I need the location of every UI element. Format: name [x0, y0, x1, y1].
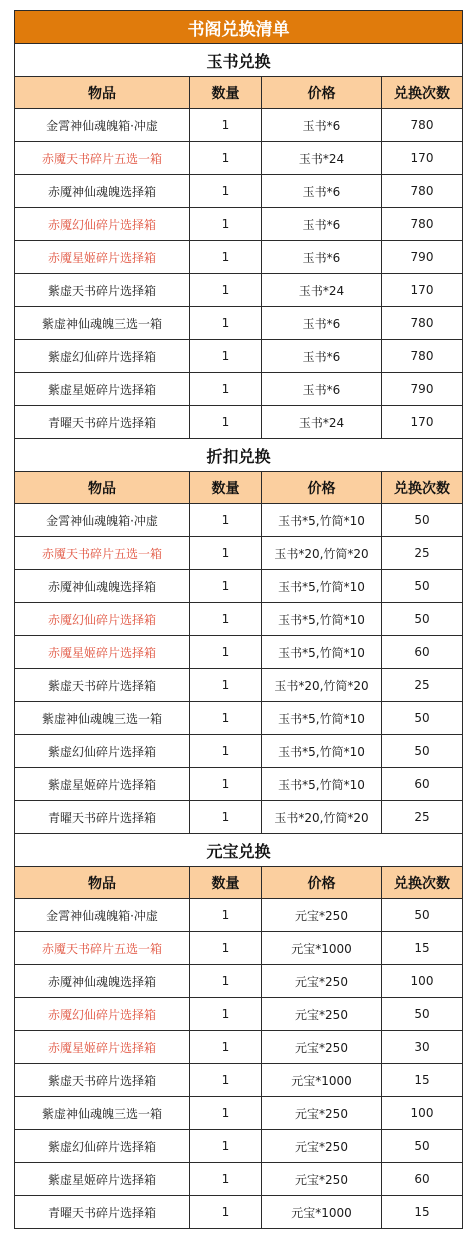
item-name-cell: 紫虚幻仙碎片选择箱	[15, 340, 190, 373]
item-name-cell: 赤魇星姬碎片选择箱	[15, 636, 190, 669]
exchange-count-cell: 780	[382, 307, 463, 340]
exchange-count-cell: 15	[382, 1196, 463, 1229]
item-name-cell: 紫虚神仙魂魄三选一箱	[15, 307, 190, 340]
table-row	[15, 1130, 463, 1163]
exchange-count-cell: 100	[382, 1097, 463, 1130]
quantity-cell: 1	[190, 1196, 262, 1229]
quantity-cell: 1	[190, 307, 262, 340]
exchange-count-cell: 50	[382, 899, 463, 932]
price-cell: 玉书*5,竹简*10	[262, 702, 382, 735]
quantity-cell: 1	[190, 340, 262, 373]
quantity-cell: 1	[190, 1031, 262, 1064]
table-row	[15, 702, 463, 735]
quantity-cell: 1	[190, 669, 262, 702]
price-cell: 玉书*6	[262, 340, 382, 373]
table-row	[15, 109, 463, 142]
exchange-count-cell: 25	[382, 669, 463, 702]
item-name-cell: 紫虚神仙魂魄三选一箱	[15, 702, 190, 735]
price-cell: 玉书*6	[262, 109, 382, 142]
price-cell: 元宝*250	[262, 1163, 382, 1196]
column-header-row	[15, 472, 463, 504]
table-row	[15, 373, 463, 406]
item-name-cell: 紫虚星姬碎片选择箱	[15, 768, 190, 801]
price-cell: 玉书*5,竹简*10	[262, 570, 382, 603]
exchange-count-cell: 50	[382, 603, 463, 636]
table-row	[15, 175, 463, 208]
exchange-count-cell: 100	[382, 965, 463, 998]
quantity-cell: 1	[190, 504, 262, 537]
table-row	[15, 932, 463, 965]
price-cell: 元宝*1000	[262, 1064, 382, 1097]
col-header-qty: 数量	[190, 472, 262, 504]
title-row	[15, 11, 463, 44]
col-header-item: 物品	[15, 472, 190, 504]
price-cell: 玉书*5,竹简*10	[262, 603, 382, 636]
table-row	[15, 669, 463, 702]
table-row	[15, 142, 463, 175]
table-row	[15, 504, 463, 537]
item-name-cell: 赤魇幻仙碎片选择箱	[15, 998, 190, 1031]
item-name-cell: 紫虚幻仙碎片选择箱	[15, 735, 190, 768]
price-cell: 玉书*6	[262, 307, 382, 340]
table-row	[15, 998, 463, 1031]
price-cell: 元宝*250	[262, 965, 382, 998]
price-cell: 玉书*24	[262, 142, 382, 175]
price-cell: 玉书*20,竹简*20	[262, 537, 382, 570]
quantity-cell: 1	[190, 636, 262, 669]
item-name-cell: 青曜天书碎片选择箱	[15, 1196, 190, 1229]
column-header-row	[15, 77, 463, 109]
item-name-cell: 紫虚星姬碎片选择箱	[15, 1163, 190, 1196]
quantity-cell: 1	[190, 175, 262, 208]
price-cell: 元宝*250	[262, 1097, 382, 1130]
exchange-count-cell: 50	[382, 570, 463, 603]
item-name-cell: 赤魇天书碎片五选一箱	[15, 142, 190, 175]
exchange-count-cell: 780	[382, 208, 463, 241]
exchange-count-cell: 780	[382, 109, 463, 142]
price-cell: 元宝*1000	[262, 1196, 382, 1229]
col-header-item: 物品	[15, 77, 190, 109]
exchange-count-cell: 25	[382, 537, 463, 570]
quantity-cell: 1	[190, 603, 262, 636]
col-header-item: 物品	[15, 867, 190, 899]
price-cell: 玉书*5,竹简*10	[262, 735, 382, 768]
item-name-cell: 紫虚天书碎片选择箱	[15, 669, 190, 702]
price-cell: 玉书*20,竹简*20	[262, 801, 382, 834]
exchange-count-cell: 60	[382, 636, 463, 669]
exchange-list-container	[14, 10, 462, 1229]
item-name-cell: 紫虚天书碎片选择箱	[15, 1064, 190, 1097]
exchange-count-cell: 50	[382, 702, 463, 735]
exchange-count-cell: 780	[382, 340, 463, 373]
price-cell: 玉书*5,竹简*10	[262, 504, 382, 537]
table-row	[15, 208, 463, 241]
col-header-count: 兑换次数	[382, 472, 463, 504]
table-row	[15, 1031, 463, 1064]
item-name-cell: 青曜天书碎片选择箱	[15, 406, 190, 439]
exchange-table	[14, 10, 463, 1229]
quantity-cell: 1	[190, 768, 262, 801]
item-name-cell: 赤魇天书碎片五选一箱	[15, 537, 190, 570]
exchange-count-cell: 50	[382, 504, 463, 537]
col-header-qty: 数量	[190, 867, 262, 899]
quantity-cell: 1	[190, 1163, 262, 1196]
exchange-count-cell: 60	[382, 1163, 463, 1196]
quantity-cell: 1	[190, 208, 262, 241]
quantity-cell: 1	[190, 998, 262, 1031]
quantity-cell: 1	[190, 1130, 262, 1163]
section-title: 折扣兑换	[15, 439, 463, 472]
price-cell: 元宝*1000	[262, 932, 382, 965]
exchange-count-cell: 25	[382, 801, 463, 834]
table-row	[15, 274, 463, 307]
item-name-cell: 金霄神仙魂魄箱·冲虚	[15, 899, 190, 932]
table-row	[15, 603, 463, 636]
exchange-count-cell: 790	[382, 241, 463, 274]
item-name-cell: 紫虚神仙魂魄三选一箱	[15, 1097, 190, 1130]
item-name-cell: 紫虚天书碎片选择箱	[15, 274, 190, 307]
quantity-cell: 1	[190, 406, 262, 439]
section-title-row	[15, 439, 463, 472]
col-header-count: 兑换次数	[382, 867, 463, 899]
table-row	[15, 1163, 463, 1196]
col-header-qty: 数量	[190, 77, 262, 109]
price-cell: 元宝*250	[262, 899, 382, 932]
item-name-cell: 金霄神仙魂魄箱·冲虚	[15, 109, 190, 142]
item-name-cell: 赤魇星姬碎片选择箱	[15, 1031, 190, 1064]
item-name-cell: 金霄神仙魂魄箱·冲虚	[15, 504, 190, 537]
quantity-cell: 1	[190, 1097, 262, 1130]
price-cell: 玉书*5,竹简*10	[262, 636, 382, 669]
item-name-cell: 紫虚幻仙碎片选择箱	[15, 1130, 190, 1163]
price-cell: 元宝*250	[262, 1130, 382, 1163]
exchange-count-cell: 50	[382, 735, 463, 768]
table-row	[15, 1196, 463, 1229]
section-title-row	[15, 834, 463, 867]
price-cell: 元宝*250	[262, 1031, 382, 1064]
section-title: 元宝兑换	[15, 834, 463, 867]
exchange-count-cell: 60	[382, 768, 463, 801]
item-name-cell: 赤魇神仙魂魄选择箱	[15, 570, 190, 603]
price-cell: 玉书*6	[262, 175, 382, 208]
quantity-cell: 1	[190, 932, 262, 965]
section-title: 玉书兑换	[15, 44, 463, 77]
table-row	[15, 340, 463, 373]
table-row	[15, 735, 463, 768]
quantity-cell: 1	[190, 965, 262, 998]
exchange-table-body	[15, 11, 463, 1229]
item-name-cell: 赤魇星姬碎片选择箱	[15, 241, 190, 274]
item-name-cell: 赤魇神仙魂魄选择箱	[15, 965, 190, 998]
col-header-count: 兑换次数	[382, 77, 463, 109]
quantity-cell: 1	[190, 537, 262, 570]
item-name-cell: 赤魇神仙魂魄选择箱	[15, 175, 190, 208]
quantity-cell: 1	[190, 274, 262, 307]
exchange-count-cell: 790	[382, 373, 463, 406]
exchange-count-cell: 30	[382, 1031, 463, 1064]
quantity-cell: 1	[190, 702, 262, 735]
quantity-cell: 1	[190, 373, 262, 406]
table-row	[15, 241, 463, 274]
col-header-price: 价格	[262, 472, 382, 504]
table-title: 书阁兑换清单	[15, 11, 463, 44]
price-cell: 玉书*24	[262, 274, 382, 307]
table-row	[15, 307, 463, 340]
price-cell: 玉书*6	[262, 373, 382, 406]
exchange-count-cell: 15	[382, 1064, 463, 1097]
quantity-cell: 1	[190, 735, 262, 768]
quantity-cell: 1	[190, 109, 262, 142]
col-header-price: 价格	[262, 867, 382, 899]
item-name-cell: 赤魇幻仙碎片选择箱	[15, 208, 190, 241]
table-row	[15, 1064, 463, 1097]
table-row	[15, 636, 463, 669]
table-row	[15, 801, 463, 834]
price-cell: 玉书*20,竹简*20	[262, 669, 382, 702]
quantity-cell: 1	[190, 899, 262, 932]
table-row	[15, 965, 463, 998]
table-row	[15, 406, 463, 439]
exchange-count-cell: 50	[382, 1130, 463, 1163]
col-header-price: 价格	[262, 77, 382, 109]
price-cell: 玉书*5,竹简*10	[262, 768, 382, 801]
exchange-count-cell: 170	[382, 142, 463, 175]
quantity-cell: 1	[190, 142, 262, 175]
section-title-row	[15, 44, 463, 77]
price-cell: 元宝*250	[262, 998, 382, 1031]
item-name-cell: 青曜天书碎片选择箱	[15, 801, 190, 834]
exchange-count-cell: 780	[382, 175, 463, 208]
column-header-row	[15, 867, 463, 899]
quantity-cell: 1	[190, 241, 262, 274]
table-row	[15, 768, 463, 801]
item-name-cell: 赤魇天书碎片五选一箱	[15, 932, 190, 965]
quantity-cell: 1	[190, 570, 262, 603]
exchange-count-cell: 170	[382, 406, 463, 439]
price-cell: 玉书*24	[262, 406, 382, 439]
table-row	[15, 1097, 463, 1130]
quantity-cell: 1	[190, 801, 262, 834]
exchange-count-cell: 50	[382, 998, 463, 1031]
item-name-cell: 赤魇幻仙碎片选择箱	[15, 603, 190, 636]
price-cell: 玉书*6	[262, 208, 382, 241]
exchange-count-cell: 170	[382, 274, 463, 307]
table-row	[15, 899, 463, 932]
table-row	[15, 537, 463, 570]
quantity-cell: 1	[190, 1064, 262, 1097]
exchange-count-cell: 15	[382, 932, 463, 965]
item-name-cell: 紫虚星姬碎片选择箱	[15, 373, 190, 406]
table-row	[15, 570, 463, 603]
price-cell: 玉书*6	[262, 241, 382, 274]
